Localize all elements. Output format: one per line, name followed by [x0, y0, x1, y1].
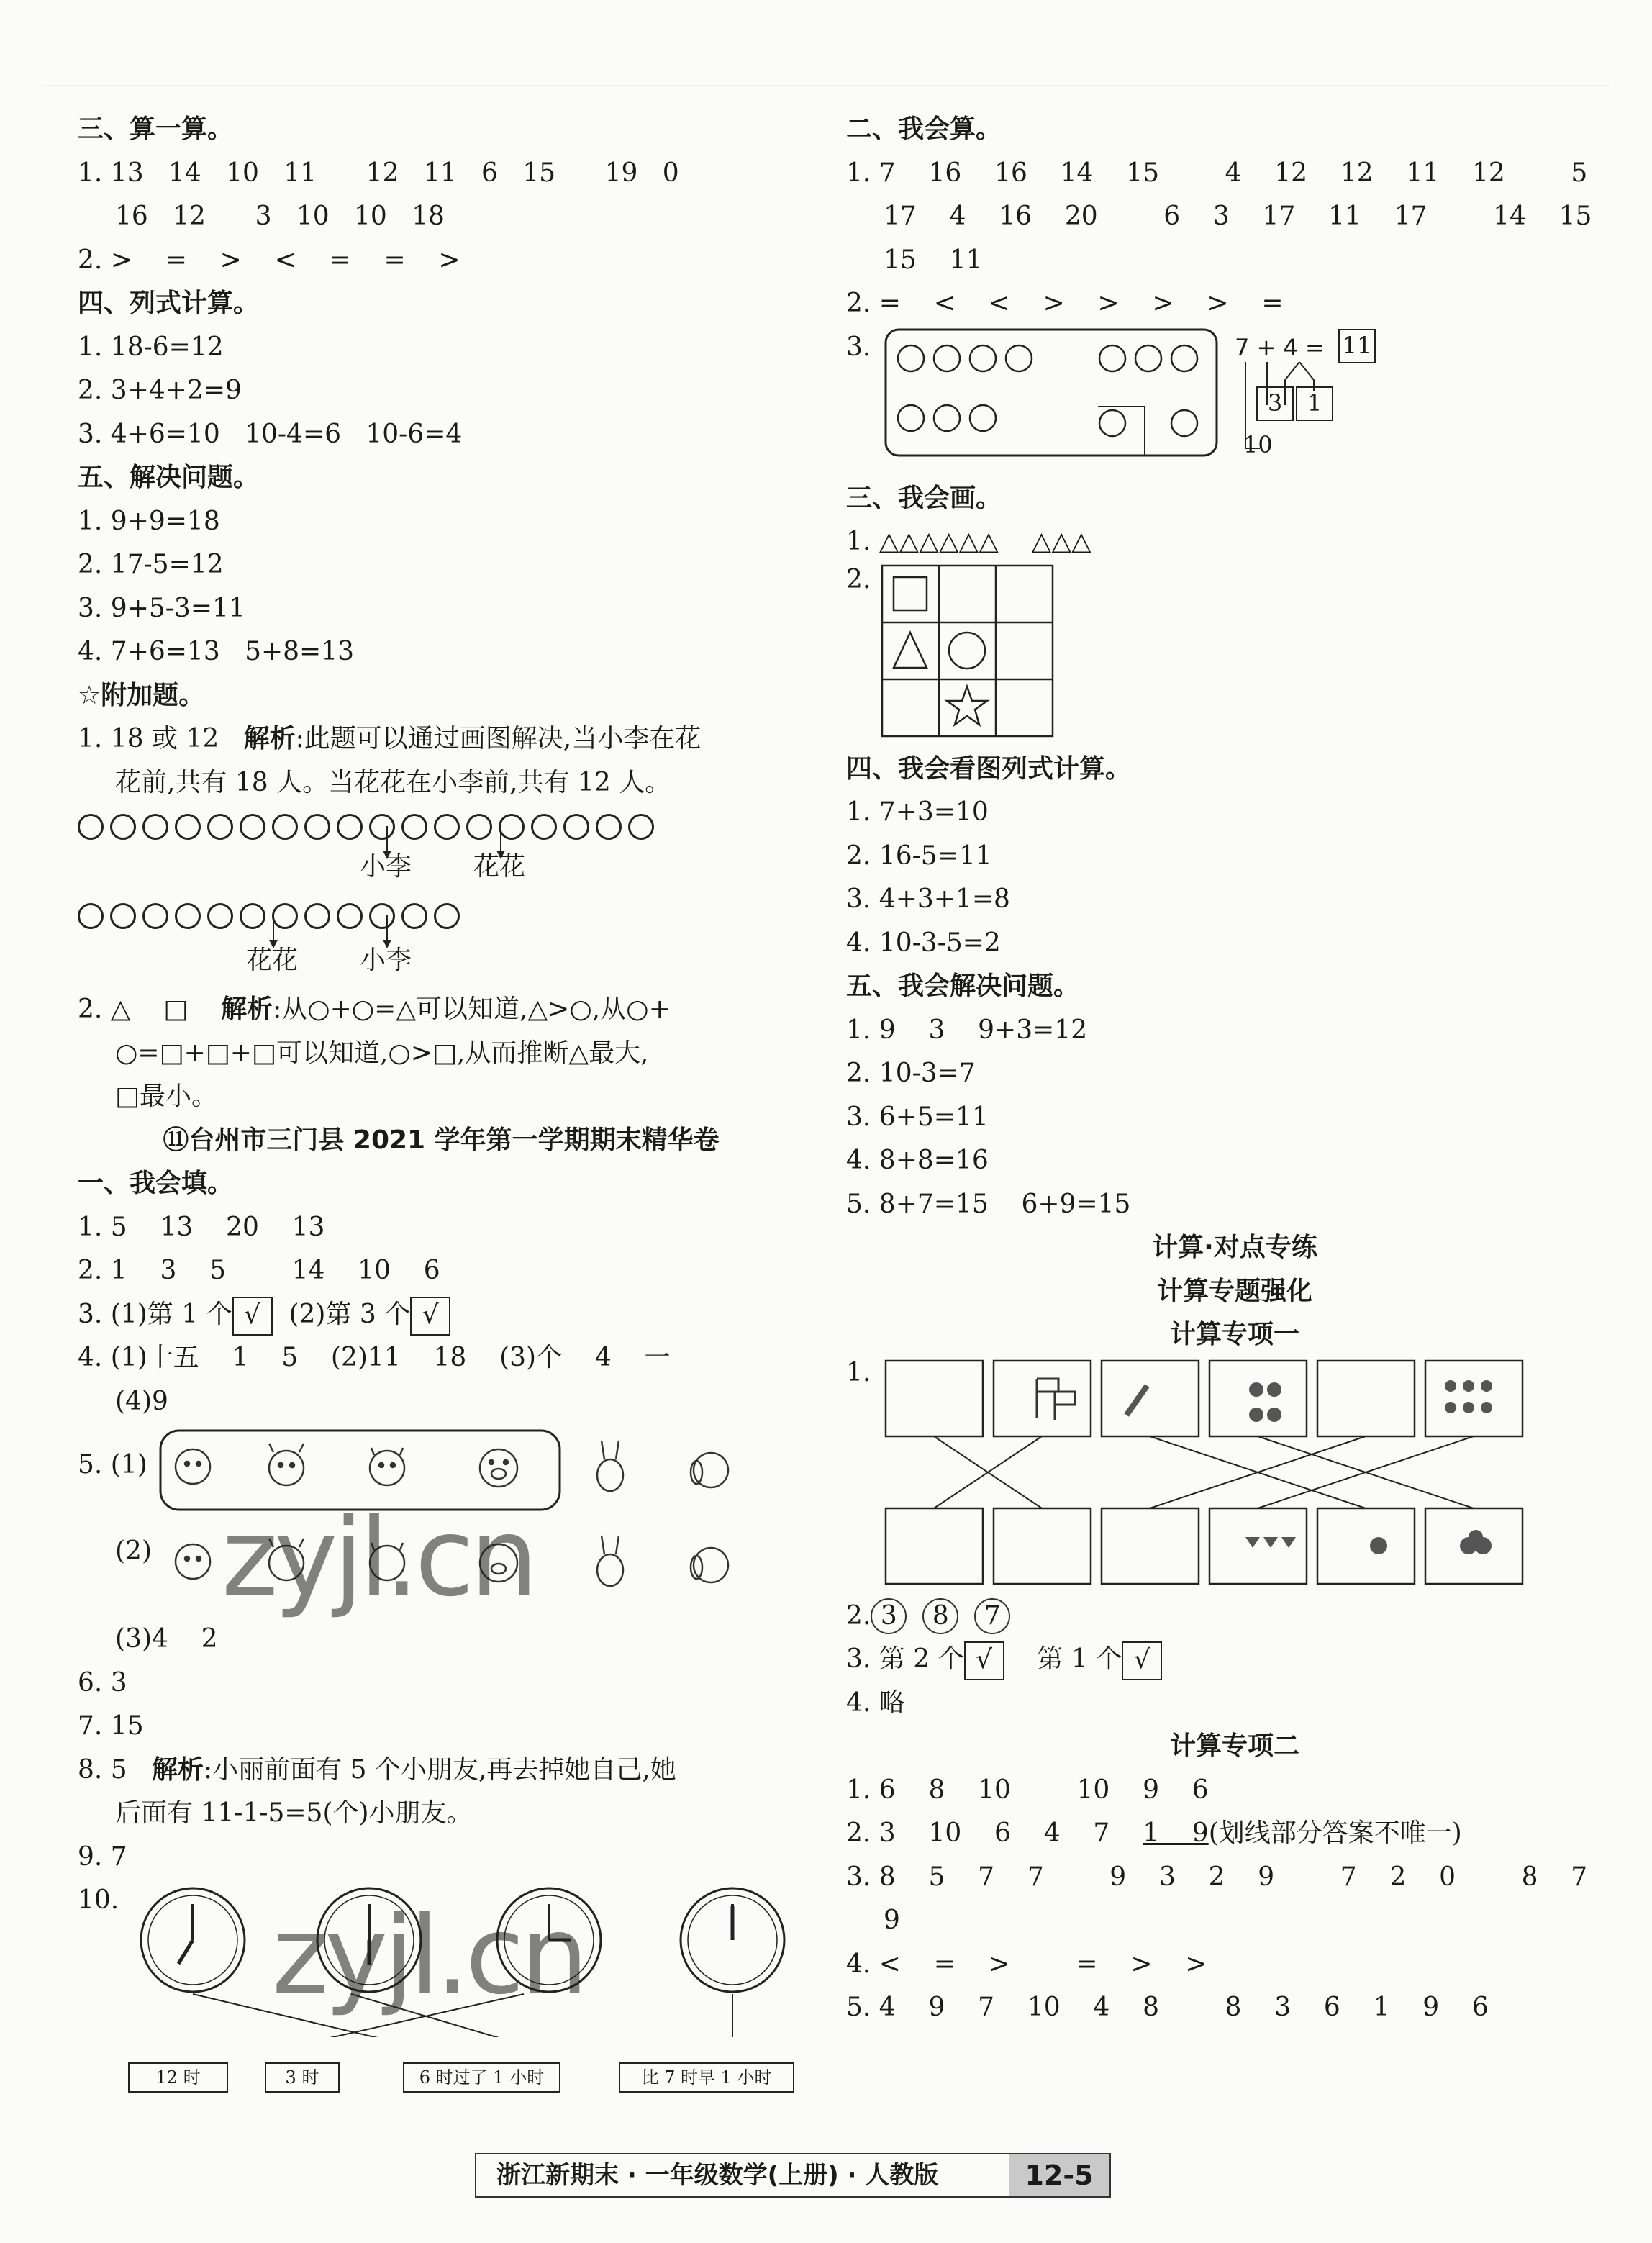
section-title: 四、我会看图列式计算。 — [846, 753, 1132, 784]
answer-line: 4. 7+6=13 5+8=13 — [78, 637, 355, 666]
answer-line: 3. 8 5 7 7 9 3 2 9 7 2 0 8 7 — [846, 1862, 1588, 1892]
check-box: √ — [232, 1297, 273, 1336]
footer-title: 浙江新期末 · 一年级数学(上册) · 人教版 — [496, 2161, 939, 2190]
answer-line: 花前,共有 18 人。当花花在小李前,共有 12 人。 — [115, 767, 671, 797]
answer-line: 2. 16-5=11 — [846, 840, 992, 871]
answer-line: 17 4 16 20 6 3 17 11 17 14 15 — [884, 201, 1592, 231]
answer-line: 3. 9+5-3=11 — [78, 593, 245, 623]
matching-figure — [846, 1357, 1623, 1595]
answer-line: 1. 18 或 12 解析:此题可以通过画图解决,当小李在花 — [78, 724, 702, 753]
answer-line: 2. 10-3=7 — [846, 1059, 976, 1088]
heading: 计算·对点专练 — [1152, 1233, 1317, 1262]
page-top-rule — [43, 85, 1609, 86]
page-number: 12-5 — [1009, 2154, 1109, 2196]
clock-label: 6 时过了 1 小时 — [403, 2062, 560, 2093]
answer-line: 2. 17-5=12 — [78, 550, 224, 579]
section-title: 五、我会解决问题。 — [846, 971, 1080, 1001]
section-title: 二、我会算。 — [846, 114, 1002, 144]
heading: 计算专项一 — [1169, 1320, 1299, 1349]
part-box: 1 — [1296, 386, 1333, 421]
clock-label: 12 时 — [128, 2062, 228, 2093]
answer-line: 9 — [884, 1906, 900, 1935]
answer-line: 4. 略 — [846, 1687, 905, 1718]
clock-label: 比 7 时早 1 小时 — [619, 2062, 794, 2093]
answer-line: □最小。 — [115, 1082, 218, 1111]
answer-line: 1. 9+9=18 — [78, 506, 220, 536]
circle-diagram-1 — [78, 805, 804, 891]
section-title: 三、算一算。 — [78, 114, 234, 144]
section-title: ☆附加题。 — [78, 680, 205, 710]
answer-line: 1. 5 13 20 13 — [78, 1212, 325, 1242]
answer-line: 后面有 11-1-5=5(个)小朋友。 — [115, 1798, 473, 1828]
answer-line: (3)4 2 — [115, 1624, 218, 1654]
answer-line: 1. 9 3 9+3=12 — [846, 1015, 1088, 1045]
answer-line: 4. 10-3-5=2 — [846, 928, 1001, 958]
item-label: 1. — [846, 1357, 871, 1387]
answer-line: 16 12 3 10 10 18 — [115, 201, 445, 231]
check-box: √ — [1122, 1641, 1162, 1680]
label-xiaoli: 小李 — [360, 852, 412, 882]
roses-drawing — [882, 326, 1227, 470]
answer-line: 2. 3 10 6 4 7 1 9(划线部分答案不唯一) — [846, 1818, 1462, 1848]
answer-line: 9. 7 — [78, 1841, 127, 1872]
answer-line: 2. = < < > > > > = — [846, 289, 1284, 318]
matching-drawing — [882, 1357, 1587, 1587]
answer-box: 11 — [1338, 329, 1376, 363]
answer-line: 2. 3 8 7 — [846, 1595, 1623, 1639]
shape-grid — [881, 564, 1061, 740]
answer-line: 5. 4 9 7 10 4 8 8 3 6 1 9 6 — [846, 1993, 1489, 2022]
answer-line: 2. 3+4+2=9 — [78, 376, 242, 405]
circled-number: 7 — [974, 1598, 1010, 1634]
label-huahua: 花花 — [246, 946, 299, 975]
heading: 计算专项二 — [1169, 1731, 1299, 1761]
equation: 7 + 4 = — [1235, 333, 1325, 361]
page-footer — [475, 2153, 1111, 2198]
ten-label: 10 — [1243, 430, 1273, 458]
heading: 计算专题强化 — [1156, 1276, 1312, 1306]
answer-line: 3. 4+3+1=8 — [846, 884, 1010, 914]
answer-line: 4. < = > = > > — [846, 1949, 1207, 1979]
section-title: 一、我会填。 — [78, 1169, 234, 1198]
answer-line: 6. 3 — [78, 1667, 127, 1698]
answer-line: 4. (1)十五 1 5 (2)11 18 (3)个 4 一 — [78, 1343, 671, 1372]
item-label: (2) — [115, 1536, 152, 1566]
right-column — [846, 108, 1623, 2030]
answer-line: 8. 5 解析:小丽前面有 5 个小朋友,再去掉她自己,她 — [78, 1754, 676, 1785]
answer-line: ○=□+□+□可以知道,○>□,从而推断△最大, — [115, 1038, 649, 1068]
check-box: √ — [964, 1641, 1004, 1680]
section-title: 五、解决问题。 — [78, 463, 260, 492]
label-xiaoli: 小李 — [360, 946, 412, 975]
answer-line: 3. (1)第 1 个 √ (2)第 3 个 √ — [78, 1293, 804, 1337]
answer-line: 1. 18-6=12 — [78, 332, 224, 362]
item-label: 5. (1) — [78, 1450, 148, 1480]
answer-line: 3. 6+5=11 — [846, 1102, 989, 1132]
answer-line: 4. 8+8=16 — [846, 1146, 989, 1175]
shape-grid-figure — [846, 564, 1623, 748]
exam-title: ⑪台州市三门县 2021 学年第一学期期末精华卷 — [163, 1125, 720, 1155]
animal-figure — [78, 1423, 804, 1621]
part-box: 3 — [1256, 386, 1294, 421]
answer-line: 1. 7+3=10 — [846, 797, 989, 827]
clock-figure — [78, 1879, 804, 2088]
circled-number: 3 — [871, 1598, 907, 1634]
item-label: 2. — [846, 564, 871, 594]
answer-line: 2. △ □ 解析:从○+○=△可以知道,△>○,从○+ — [78, 994, 671, 1024]
label-huahua: 花花 — [473, 852, 526, 882]
answer-line: 2. 1 3 5 14 10 6 — [78, 1256, 440, 1285]
answer-line: 3. 第 2 个 √ 第 1 个 √ — [846, 1638, 1623, 1682]
watermark: zyjl.cn — [272, 1893, 585, 2018]
circle-diagram-2 — [78, 891, 804, 988]
roses-figure — [846, 326, 1623, 477]
check-box: √ — [410, 1297, 450, 1336]
clock-label: 3 时 — [265, 2062, 340, 2093]
answer-line: 1. △△△△△△ △△△ — [846, 527, 1092, 556]
section-title: 三、我会画。 — [846, 483, 1002, 513]
answer-line: (4)9 — [115, 1386, 168, 1416]
answer-line: 15 11 — [884, 245, 983, 275]
answer-line: 1. 7 16 16 14 15 4 12 12 11 12 5 — [846, 158, 1588, 188]
answer-line: 1. 13 14 10 11 12 11 6 15 19 0 — [78, 158, 679, 188]
answer-line: 2. > = > < = = > — [78, 245, 460, 275]
answer-line: 7. 15 — [78, 1711, 144, 1741]
watermark: zyjl.cn — [222, 1495, 535, 1621]
answer-line: 5. 8+7=15 6+9=15 — [846, 1189, 1131, 1219]
item-label: 3. — [846, 332, 871, 362]
left-column — [78, 108, 804, 2088]
answer-line: 1. 6 8 10 10 9 6 — [846, 1775, 1209, 1805]
circled-number: 8 — [922, 1598, 958, 1634]
section-title: 四、列式计算。 — [78, 289, 260, 318]
item-label: 10. — [78, 1885, 119, 1915]
answer-line: 3. 4+6=10 10-4=6 10-6=4 — [78, 419, 463, 449]
